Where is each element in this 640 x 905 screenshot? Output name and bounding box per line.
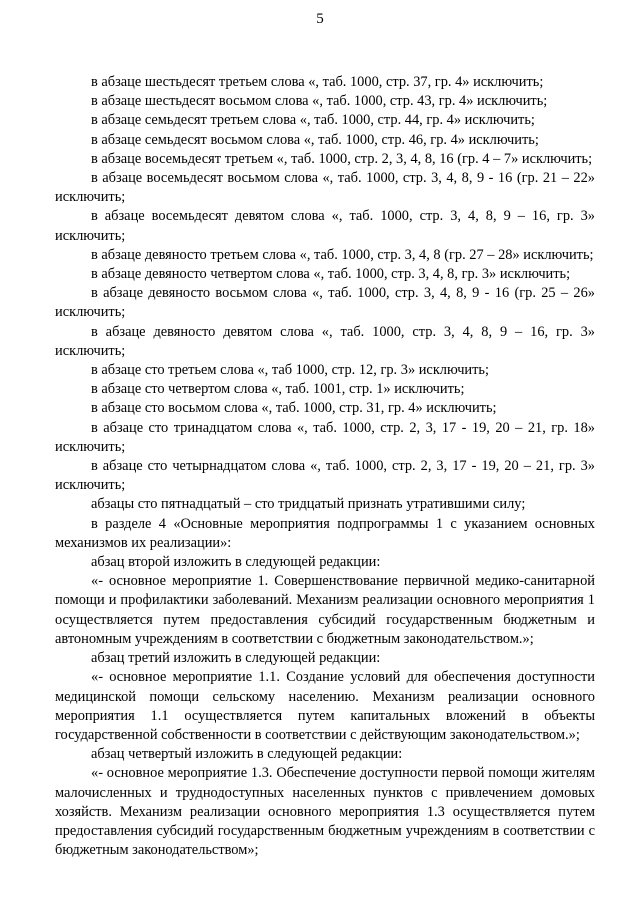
paragraph: в абзаце сто третьем слова «, таб 1000, стр. 12, гр. 3» исключить; [91, 362, 489, 379]
paragraph: в абзаце восемьдесят девятом слова «, таб. 1000, стр. 3, 4, 8, 9 – 16, гр. 3» исключить; [55, 208, 595, 244]
document-body [55, 73, 595, 860]
paragraph: в абзаце шестьдесят восьмом слова «, таб. 1000, стр. 43, гр. 4» исключить; [91, 93, 548, 110]
paragraph: в абзаце девяносто третьем слова «, таб. 1000, стр. 3, 4, 8 (гр. 27 – 28» исключить; [91, 246, 594, 263]
paragraph: в абзаце семьдесят третьем слова «, таб. 1000, стр. 44, гр. 4» исключить; [91, 112, 535, 129]
paragraph: «- основное мероприятие 1.1. Создание условий для обеспечения доступности медицинской помощи сельскому населению. Механизм реализации основного мероприятия 1.1 осуществляется путем капитальных вложений в объекты государственной собственности в соответствии с действующим законодательством.»; [55, 669, 595, 743]
paragraph: в абзаце семьдесят восьмом слова «, таб. 1000, стр. 46, гр. 4» исключить; [91, 131, 539, 148]
paragraph: «- основное мероприятие 1.3. Обеспечение доступности первой помощи жителям малочисленных и труднодоступных населенных пунктов с привлечением домовых хозяйств. Механизм реализации основного мероприятия 1.3 осуществляется путем предоставления субсидий государственным бюджетным учреждениям в соответствии с бюджетным законодательством»; [55, 765, 595, 859]
paragraph: «- основное мероприятие 1. Совершенствование первичной медико-санитарной помощи и профилактики заболеваний. Механизм реализации основного мероприятия 1 осуществляется путем предоставления субсидий государственным бюджетным и автономным учреждениям в соответствии с бюджетным законодательством.»; [55, 573, 595, 647]
paragraph: в абзаце сто четвертом слова «, таб. 1001, стр. 1» исключить; [91, 381, 465, 398]
paragraph: абзац третий изложить в следующей редакции: [91, 650, 381, 667]
paragraph: абзац четвертый изложить в следующей редакции: [91, 746, 403, 763]
paragraph: в абзаце девяносто восьмом слова «, таб. 1000, стр. 3, 4, 8, 9 - 16 (гр. 25 – 26» исключить; [55, 285, 595, 321]
paragraph: абзац второй изложить в следующей редакции: [91, 554, 381, 571]
paragraph: в абзаце восемьдесят восьмом слова «, таб. 1000, стр. 3, 4, 8, 9 - 16 (гр. 21 – 22» исключить; [55, 170, 595, 206]
paragraph: в разделе 4 «Основные мероприятия подпрограммы 1 с указанием основных механизмов их реализации»: [55, 515, 595, 551]
paragraph: в абзаце девяносто девятом слова «, таб. 1000, стр. 3, 4, 8, 9 – 16, гр. 3» исключить; [55, 323, 595, 359]
paragraph: в абзаце сто тринадцатом слова «, таб. 1000, стр. 2, 3, 17 - 19, 20 – 21, гр. 18» исключить; [55, 419, 595, 455]
page-number: 5 [316, 11, 324, 27]
paragraph: в абзаце сто четырнадцатом слова «, таб. 1000, стр. 2, 3, 17 - 19, 20 – 21, гр. 3» исключить; [55, 458, 595, 494]
paragraph: в абзаце сто восьмом слова «, таб. 1000, стр. 31, гр. 4» исключить; [91, 400, 497, 417]
paragraph: в абзаце девяносто четвертом слова «, таб. 1000, стр. 3, 4, 8, гр. 3» исключить; [91, 266, 571, 283]
paragraph: в абзаце восемьдесят третьем «, таб. 1000, стр. 2, 3, 4, 8, 16 (гр. 4 – 7» исключить; [91, 150, 593, 167]
paragraph: в абзаце шестьдесят третьем слова «, таб. 1000, стр. 37, гр. 4» исключить; [91, 74, 544, 90]
paragraph: абзацы сто пятнадцатый – сто тридцатый признать утратившими силу; [91, 496, 526, 513]
